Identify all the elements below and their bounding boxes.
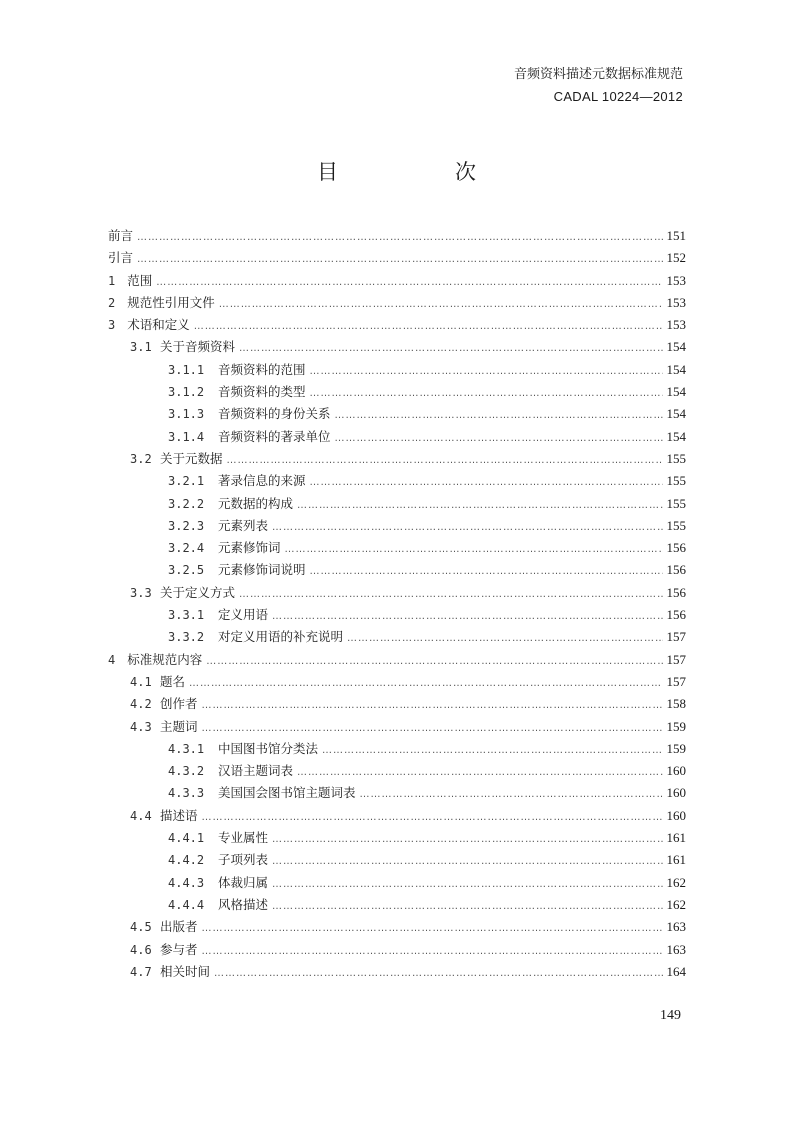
toc-entry-page: 164 — [666, 963, 686, 979]
toc-entry[interactable] — [108, 761, 686, 783]
toc-entry-label: 元数据的构成 — [218, 495, 294, 511]
toc-entry-label: 汉语主题词表 — [218, 763, 294, 779]
toc-entry-number: 3.2 — [130, 451, 152, 466]
toc-entry-number: 4.3.2 — [168, 764, 205, 779]
toc-entry-number: 3.3.2 — [168, 630, 205, 645]
toc-entry-number: 4.6 — [130, 942, 152, 957]
toc-entry-label: 音频资料的类型 — [218, 384, 306, 400]
toc-entry-label: 标准规范内容 — [127, 651, 203, 667]
toc-entry-number: 4.4.2 — [168, 853, 205, 868]
toc-dot-leader — [202, 946, 663, 957]
toc-entry-number: 3 — [108, 318, 116, 333]
toc-entry-page: 155 — [666, 495, 686, 511]
toc-entry-number: 4.4.4 — [168, 897, 205, 912]
toc-entry-page: 155 — [666, 473, 686, 489]
toc-entry-page: 163 — [666, 919, 686, 935]
toc-entry-page: 153 — [666, 272, 686, 288]
toc-entry-page: 158 — [666, 696, 686, 712]
toc-entry-label: 前言 — [108, 228, 134, 243]
toc-dot-leader — [137, 232, 662, 243]
toc-entry-number: 4.5 — [130, 920, 152, 935]
toc-entry[interactable] — [108, 315, 686, 337]
toc-entry-page: 163 — [666, 941, 686, 957]
toc-entry[interactable] — [108, 672, 686, 694]
toc-dot-leader — [202, 923, 663, 934]
toc-entry-label: 关于音频资料 — [160, 339, 236, 355]
toc-entry-page: 157 — [666, 673, 686, 689]
toc-entry-number: 3.2.4 — [168, 541, 205, 556]
toc-entry-label: 范围 — [127, 272, 153, 288]
toc-dot-leader — [137, 254, 662, 265]
toc-entry-number: 4.4 — [130, 808, 152, 823]
toc-entry-number: 2 — [108, 295, 116, 310]
toc-entry-page: 161 — [666, 830, 686, 846]
toc-entry[interactable] — [108, 650, 686, 672]
toc-entry[interactable] — [108, 494, 686, 516]
toc-entry-label: 音频资料的范围 — [218, 361, 306, 377]
toc-dot-leader — [310, 566, 663, 577]
toc-entry-label: 规范性引用文件 — [127, 294, 215, 310]
toc-dot-leader — [156, 277, 662, 288]
toc-entry[interactable] — [108, 850, 686, 872]
toc-entry-page: 156 — [666, 584, 686, 600]
toc-entry-number: 3.1.1 — [168, 362, 205, 377]
toc-entry-number: 4.3.3 — [168, 786, 205, 801]
toc-entry-page: 154 — [666, 384, 686, 400]
toc-entry-page: 159 — [666, 718, 686, 734]
toc-entry[interactable] — [108, 962, 686, 984]
toc-entry-page: 162 — [666, 874, 686, 890]
toc-entry-number: 4.3.1 — [168, 741, 205, 756]
toc-dot-leader — [202, 723, 663, 734]
toc-entry-label: 体裁归属 — [218, 874, 269, 890]
toc-entry-page: 156 — [666, 540, 686, 556]
toc-entry-page: 161 — [666, 852, 686, 868]
toc-entry-number: 3.1.3 — [168, 407, 205, 422]
toc-entry-page: 157 — [666, 629, 686, 645]
toc-entry-label: 相关时间 — [160, 963, 211, 979]
toc-entry[interactable] — [108, 783, 686, 805]
toc-entry-page: 160 — [666, 763, 686, 779]
toc-dot-leader — [219, 299, 663, 310]
toc-dot-leader — [214, 968, 662, 979]
toc-entry-number: 3.1.4 — [168, 429, 205, 444]
toc-entry-label: 创作者 — [160, 696, 198, 712]
toc-entry[interactable] — [108, 583, 686, 605]
toc-dot-leader — [227, 455, 663, 466]
toc-dot-leader — [310, 388, 663, 399]
toc-entry[interactable] — [108, 360, 686, 382]
toc-entry[interactable] — [108, 516, 686, 538]
toc-entry-label: 音频资料的著录单位 — [218, 428, 331, 444]
toc-entry-number: 4 — [108, 652, 116, 667]
toc-entry-label: 引言 — [108, 250, 134, 266]
toc-entry-page: 159 — [666, 740, 686, 756]
toc-dot-leader — [272, 611, 662, 622]
toc-entry-label: 风格描述 — [218, 896, 269, 912]
toc-entry-label: 描述语 — [160, 807, 198, 823]
toc-entry-page: 154 — [666, 361, 686, 377]
toc-entry-number: 4.4.3 — [168, 875, 205, 890]
toc-entry-label: 中国图书馆分类法 — [218, 740, 319, 756]
toc-dot-leader — [347, 633, 662, 644]
toc-entry[interactable] — [108, 449, 686, 471]
toc-entry[interactable] — [108, 627, 686, 649]
toc-dot-leader — [272, 522, 662, 533]
toc-entry-label: 专业属性 — [218, 830, 269, 846]
toc-dot-leader — [272, 879, 662, 890]
toc-entry[interactable] — [108, 717, 686, 739]
toc-dot-leader — [335, 410, 663, 421]
toc-entry-page: 155 — [666, 450, 686, 466]
toc-entry[interactable] — [108, 471, 686, 493]
toc-entry-label: 术语和定义 — [127, 317, 190, 333]
running-header — [514, 64, 683, 108]
toc-entry-number: 3.1 — [130, 340, 152, 355]
toc-entry-page: 162 — [666, 896, 686, 912]
toc-entry-page: 154 — [666, 428, 686, 444]
toc-dot-leader — [189, 678, 662, 689]
toc-entry-page: 152 — [666, 250, 686, 266]
toc-entry-number: 4.3 — [130, 719, 152, 734]
toc-dot-leader — [297, 500, 662, 511]
toc-entry-page: 156 — [666, 607, 686, 623]
toc-dot-leader — [360, 789, 663, 800]
toc-entry[interactable] — [108, 293, 686, 315]
toc-entry-label: 关于元数据 — [160, 450, 223, 466]
toc-entry[interactable] — [108, 694, 686, 716]
toc-entry-page: 155 — [666, 517, 686, 533]
toc-entry-label: 题名 — [160, 673, 186, 689]
toc-entry[interactable] — [108, 271, 686, 293]
toc-entry[interactable] — [108, 940, 686, 962]
toc-entry-number: 3.2.1 — [168, 474, 205, 489]
header-title: 音频资料描述元数据标准规范 — [513, 67, 683, 82]
toc-dot-leader — [202, 700, 663, 711]
toc-entry-label: 美国国会图书馆主题词表 — [218, 785, 356, 801]
toc-entry-label: 主题词 — [160, 718, 198, 734]
toc-dot-leader — [297, 767, 662, 778]
toc-entry[interactable] — [108, 248, 686, 270]
toc-entry[interactable] — [108, 427, 686, 449]
page-number: 149 — [660, 1008, 681, 1023]
toc-entry[interactable] — [108, 337, 686, 359]
toc-entry[interactable] — [108, 538, 686, 560]
toc-entry[interactable] — [108, 806, 686, 828]
toc-dot-leader — [272, 901, 662, 912]
toc-entry-page: 154 — [666, 406, 686, 422]
toc-entry-number: 4.4.1 — [168, 831, 205, 846]
toc-dot-leader — [194, 321, 663, 332]
toc-entry[interactable] — [108, 560, 686, 582]
toc-dot-leader — [202, 812, 663, 823]
toc-dot-leader — [239, 343, 662, 354]
toc-title: 目 次 — [317, 160, 524, 184]
toc-entry[interactable] — [108, 873, 686, 895]
toc-entry-page: 154 — [666, 339, 686, 355]
toc-entry-number: 3.3.1 — [168, 608, 205, 623]
toc-entry-number: 4.2 — [130, 697, 152, 712]
toc-dot-leader — [272, 834, 662, 845]
toc-entry-page: 157 — [666, 651, 686, 667]
toc-dot-leader — [310, 477, 663, 488]
toc-entry-label: 元素修饰词 — [218, 540, 281, 556]
toc-entry-number: 4.1 — [130, 674, 152, 689]
toc-entry-label: 对定义用语的补充说明 — [218, 629, 344, 645]
toc-entry[interactable] — [108, 404, 686, 426]
toc-entry-label: 参与者 — [160, 941, 198, 957]
toc-entry-number: 4.7 — [130, 964, 152, 979]
toc-dot-leader — [322, 745, 662, 756]
toc-entry-label: 出版者 — [160, 919, 198, 935]
toc-entry-label: 元素列表 — [218, 517, 269, 533]
toc-entry[interactable] — [108, 605, 686, 627]
toc-dot-leader — [335, 433, 663, 444]
toc-entry-page: 160 — [666, 785, 686, 801]
table-of-contents — [108, 226, 686, 984]
toc-entry-number: 3.2.5 — [168, 563, 205, 578]
toc-entry-number: 3.3 — [130, 585, 152, 600]
toc-dot-leader — [310, 366, 663, 377]
toc-entry-label: 定义用语 — [218, 607, 269, 623]
toc-entry-number: 3.2.3 — [168, 518, 205, 533]
header-standard-code: CADAL 10224—2012 — [553, 89, 683, 104]
toc-entry-label: 元素修饰词说明 — [218, 562, 306, 578]
toc-entry-page: 160 — [666, 807, 686, 823]
toc-entry-number: 3.2.2 — [168, 496, 205, 511]
toc-dot-leader — [206, 656, 662, 667]
toc-entry-page: 156 — [666, 562, 686, 578]
toc-entry-page: 153 — [666, 294, 686, 310]
toc-entry-label: 音频资料的身份关系 — [218, 406, 331, 422]
toc-entry[interactable] — [108, 828, 686, 850]
toc-entry-label: 著录信息的来源 — [218, 473, 306, 489]
toc-entry-page: 151 — [666, 228, 686, 243]
toc-entry[interactable] — [108, 739, 686, 761]
toc-entry[interactable] — [108, 917, 686, 939]
toc-entry-number: 3.1.2 — [168, 385, 205, 400]
toc-entry-label: 关于定义方式 — [160, 584, 236, 600]
toc-entry[interactable] — [108, 895, 686, 917]
toc-entry[interactable] — [108, 382, 686, 404]
toc-entry-page: 153 — [666, 317, 686, 333]
toc-dot-leader — [285, 544, 663, 555]
toc-dot-leader — [239, 589, 662, 600]
toc-dot-leader — [272, 856, 662, 867]
toc-entry-label: 子项列表 — [218, 852, 269, 868]
toc-entry[interactable] — [108, 226, 686, 248]
toc-entry-number: 1 — [108, 273, 116, 288]
